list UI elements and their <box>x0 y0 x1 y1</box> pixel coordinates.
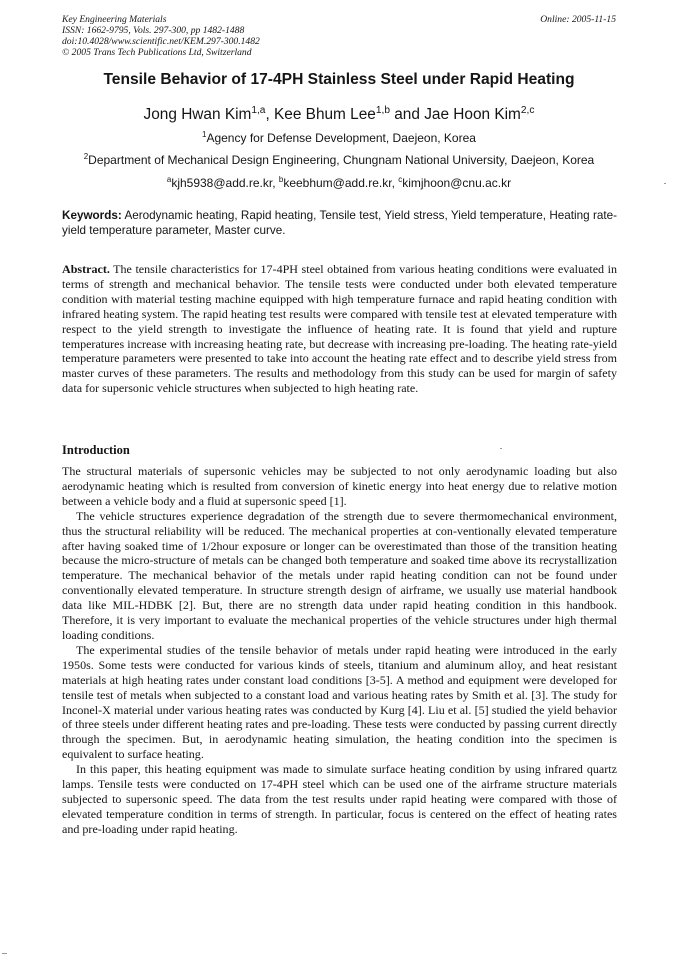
author-name: Jae Hoon Kim <box>424 106 521 123</box>
paragraph: The structural materials of supersonic vehicles may be subjected to not only aerodynamic loading but also aerodynamic heating which is resulted from conversion of kinetic energy into heat energy due to relative motion between a vehicle body and a fluid at supersonic speed [1]. <box>62 464 617 508</box>
scan-speck <box>500 448 502 449</box>
email-mark: c <box>398 175 403 184</box>
author-affiliation-mark: 1,a <box>251 104 266 116</box>
paper-title: Tensile Behavior of 17-4PH Stainless Steel under Rapid Heating <box>103 71 575 88</box>
issn-line: ISSN: 1662-9795, Vols. 297-300, pp 1482-1488 <box>62 25 245 36</box>
journal-name: Key Engineering Materials <box>62 14 167 25</box>
author-affiliation-mark: 2,c <box>520 104 535 116</box>
online-date: Online: 2005-11-15 <box>540 14 616 25</box>
copyright-line: © 2005 Trans Tech Publications Ltd, Switzerland <box>62 47 252 58</box>
affiliation-mark: 2 <box>83 152 89 161</box>
journal-header <box>62 14 616 58</box>
author-separator: and <box>389 106 425 123</box>
affiliation <box>0 153 678 167</box>
paragraph: The vehicle structures experience degradation of the strength due to severe thermomechanical environment, thus the structural reliability will be reduced. The mechanical properties at con-ventionally elevated temperature after having soaked time of 1/2hour exposure or longer can be overestimated than those of the transition heating because the micro-structure of metals can be changed both temperature and soaked time above its recrystallization temperature. The mechanical behavior of the metals under rapid heating condition can not be found under conventionally elevated temperature. In structure strength design of airframe, we usually use material handbook data like MIL-HDBK [2]. But, there are no strength data under rapid heating condition in this handbook. Therefore, it is very important to evaluate the mechanical properties of the vehicle structures under high thermal loading conditions. <box>62 508 617 642</box>
author-name: Jong Hwan Kim <box>143 106 252 123</box>
affiliation-text: Department of Mechanical Design Engineering, Chungnam National University, Daejeon, Korea <box>88 153 595 167</box>
email-mark: b <box>278 175 284 184</box>
scan-speck <box>664 183 666 184</box>
abstract-label: Abstract. <box>62 262 110 276</box>
doi-line: doi:10.4028/www.scientific.net/KEM.297-300.1482 <box>62 36 260 47</box>
scan-speck <box>2 953 7 954</box>
affiliation-text: Agency for Defense Development, Daejeon, Korea <box>206 131 476 145</box>
email-address[interactable]: keebhum@add.re.kr <box>283 176 392 190</box>
keywords-text: Aerodynamic heating, Rapid heating, Tensile test, Yield stress, Yield temperature, Heating rate-yield temperature parameter, Master curve. <box>62 209 617 237</box>
introduction-body <box>62 464 617 837</box>
email-mark: a <box>166 175 172 184</box>
abstract-text: The tensile characteristics for 17-4PH steel obtained from various heating conditions were evaluated in terms of strength and mechanical behavior. The tensile tests were conducted under both elevated temperature condition with material testing machine equipped with high temperature furnace and rapid heating condition with infrared heating system. The rapid heating test results were compared with tensile test at elevated temperature with respect to the yield strength to investigate the influence of heating rate. It is found that yield and rupture temperatures increase with increasing heating rate, but decrease with increasing pre-loading. The heating rate-yield temperature parameters were presented to take into account the heating rate effect and to describe yield stress from master curves of these parameters. The results and methodology from this study can be used for margin of safety data for supersonic vehicle structures when subjected to high heating rate. <box>62 262 617 396</box>
keywords-label: Keywords: <box>62 209 122 222</box>
email-address[interactable]: kimjhoon@cnu.ac.kr <box>402 176 512 190</box>
section-heading: Introduction <box>62 443 130 457</box>
abstract-block <box>62 262 617 396</box>
keywords-block <box>62 209 617 238</box>
affiliation-mark: 1 <box>202 130 207 139</box>
email-list: $^a$kjh5938@add.re.kr, $^b$keebhum@add.re.kr, $^c$kimjhoon@cnu.ac.kr <box>166 175 512 190</box>
author-list <box>0 106 678 124</box>
author-affiliation-mark: 1,b <box>375 104 390 116</box>
paragraph: In this paper, this heating equipment was made to simulate surface heating condition by using infrared quartz lamps. Tensile tests were conducted on 17-4PH steel which can be used one of the airframe structure materials subjected to supersonic speed. The data from the test results under rapid heating were compared with those of elevated temperature condition in terms of strength. In particular, focus is centered on the effect of heating rates and pre-loading under rapid heating. <box>62 762 617 836</box>
email-address[interactable]: kjh5938@add.re.kr <box>171 176 273 190</box>
paragraph: The experimental studies of the tensile behavior of metals under rapid heating were introduced in the early 1950s. Some tests were conducted for various kinds of steels, titanium and aluminum alloy, and heat resistant materials at high heating rates under constant load conditions [3-5]. A method and equipment were developed for tensile test of metals when subjected to a constant load and various heating rates by Smith et al. [3]. The study for Inconel-X material under various heating rates was conducted by Kurg [4]. Liu et al. [5] studied the yield behavior of three steels under different heating rates and pre-loading. These tests were conducted by passing current directly through the specimen. But, in aerodynamic heating simulation, the heating condition into the specimen is equivalent to surface heating. <box>62 642 617 762</box>
author-separator: , <box>265 106 275 123</box>
author-name: Kee Bhum Lee <box>274 106 376 123</box>
affiliation <box>0 131 678 145</box>
